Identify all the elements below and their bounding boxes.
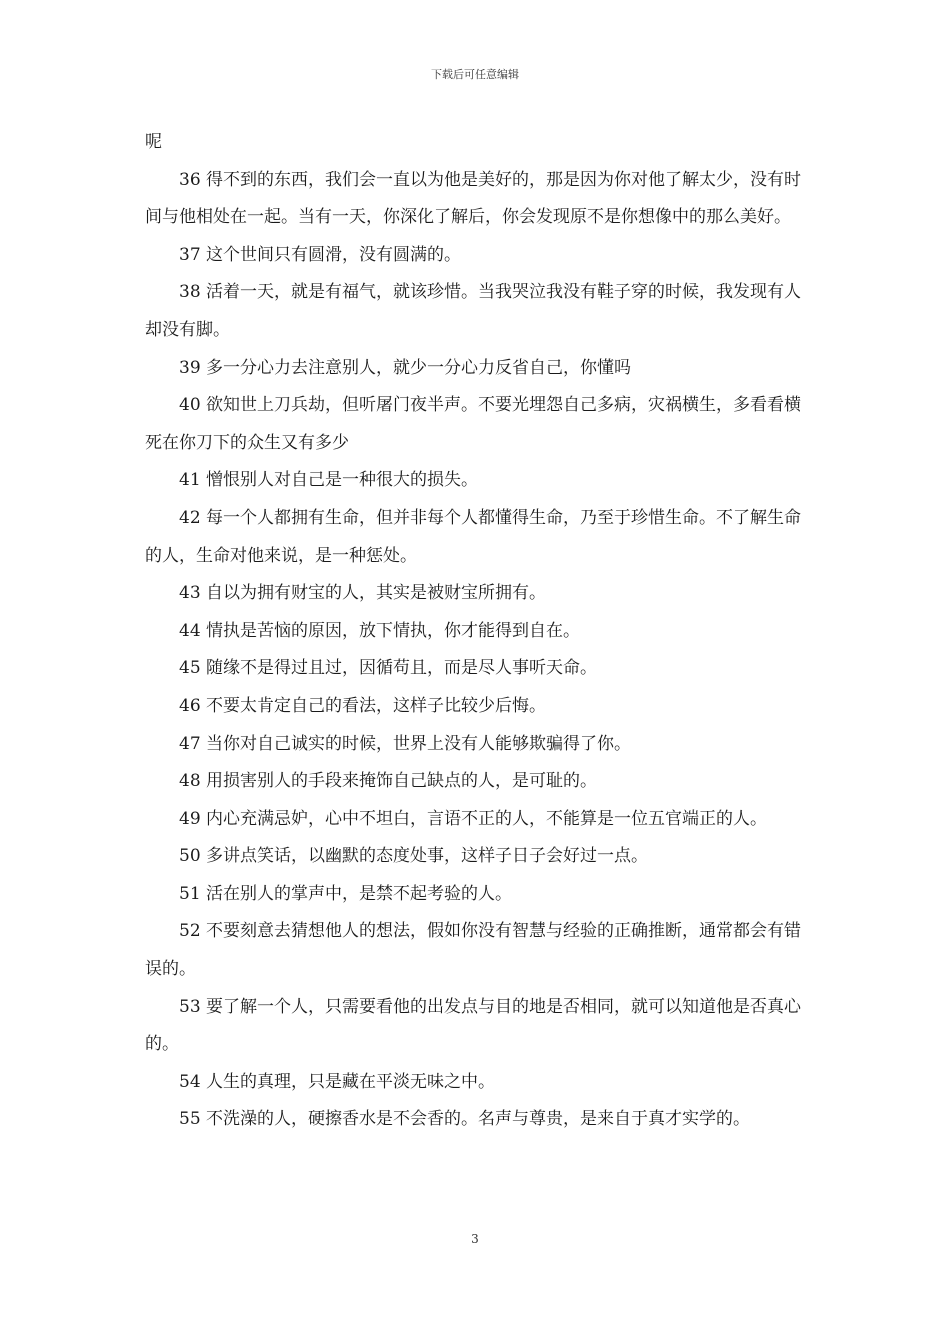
paragraph-44: 44 情执是苦恼的原因，放下情执，你才能得到自在。 [179, 620, 581, 641]
paragraph-41: 41 憎恨别人对自己是一种很大的损失。 [179, 470, 479, 491]
paragraph-52: 52 不要刻意去猜想他人的想法，假如你没有智慧与经验的正确推断，通常都会有错误的。 [145, 921, 802, 980]
paragraph-39: 39 多一分心力去注意别人，就少一分心力反省自己，你懂吗 [179, 357, 632, 378]
paragraph-46: 46 不要太肯定自己的看法，这样子比较少后悔。 [179, 695, 547, 716]
paragraph-40: 40 欲知世上刀兵劫，但听屠门夜半声。不要光埋怨自己多病，灾祸横生，多看看横死在你刀下的众生又有多少 [145, 395, 802, 453]
paragraph-38: 38 活着一天，就是有福气，就该珍惜。当我哭泣我没有鞋子穿的时候，我发现有人却没有脚。 [145, 282, 802, 340]
paragraph-48: 48 用损害别人的手段来掩饰自己缺点的人，是可耻的。 [179, 771, 598, 792]
page-header: 下载后可任意编辑 [431, 68, 519, 81]
body-text [145, 124, 815, 1139]
paragraph-51: 51 活在别人的掌声中，是禁不起考验的人。 [179, 883, 513, 904]
paragraph-49: 49 内心充满忌妒，心中不坦白，言语不正的人，不能算是一位五官端正的人。 [179, 808, 768, 829]
paragraph-37: 37 这个世间只有圆滑，没有圆满的。 [179, 244, 462, 265]
paragraph-45: 45 随缘不是得过且过，因循苟且，而是尽人事听天命。 [179, 658, 598, 679]
paragraph-47: 47 当你对自己诚实的时候，世界上没有人能够欺骗得了你。 [179, 733, 632, 754]
paragraph-54: 54 人生的真理，只是藏在平淡无味之中。 [179, 1071, 496, 1092]
page-number: 3 [471, 1232, 479, 1246]
paragraph-53: 53 要了解一个人，只需要看他的出发点与目的地是否相同，就可以知道他是否真心的。 [145, 996, 802, 1055]
paragraph-43: 43 自以为拥有财宝的人，其实是被财宝所拥有。 [179, 583, 547, 604]
paragraph-36: 36 得不到的东西，我们会一直以为他是美好的，那是因为你对他了解太少，没有时间与他相处在一起。当有一天，你深化了解后，你会发现原不是你想像中的那么美好。 [145, 169, 802, 228]
paragraph-42: 42 每一个人都拥有生命，但并非每个人都懂得生命，乃至于珍惜生命。不了解生命的人，生命对他来说，是一种惩处。 [145, 507, 802, 566]
paragraph-50: 50 多讲点笑话，以幽默的态度处事，这样子日子会好过一点。 [179, 846, 649, 867]
paragraph-55: 55 不洗澡的人，硬擦香水是不会香的。名声与尊贵，是来自于真才实学的。 [179, 1109, 751, 1130]
continuation-line: 呢 [145, 132, 162, 152]
